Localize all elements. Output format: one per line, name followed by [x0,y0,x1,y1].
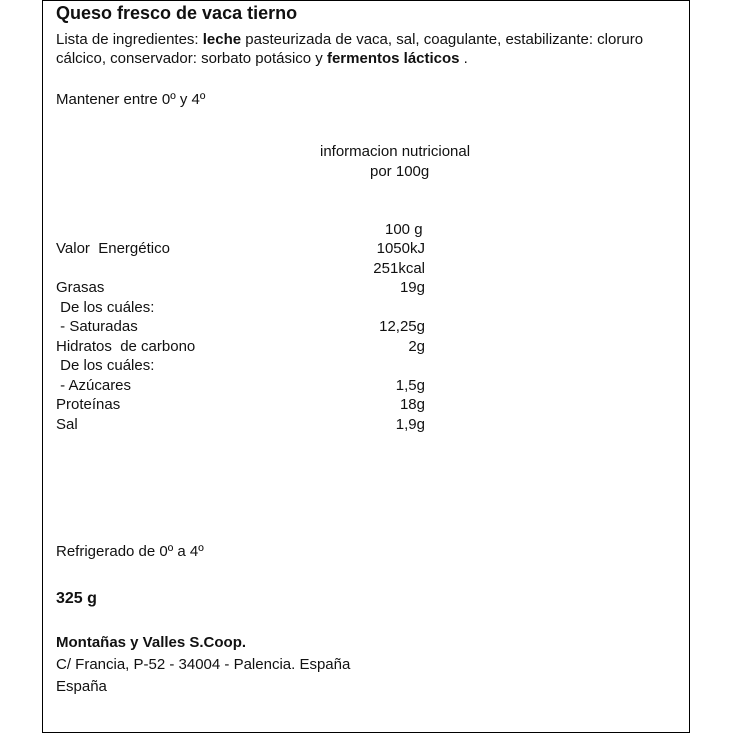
nutrition-row-value: 1050kJ [376,240,425,257]
company-country: España [56,678,107,695]
ingredients-middle: pasteurizada de vaca, sal, coagulante, estabilizante: cloruro cálcico, conservador: sorbato potásico y [56,31,644,67]
nutrition-row-label: Sal [56,415,78,433]
nutrition-row-label: Grasas [56,279,105,296]
nutrition-row-value: 2g [408,337,425,355]
nutrition-row-value: 251kcal [373,259,425,277]
storage-instruction-bottom: Refrigerado de 0º a 4º [56,543,204,560]
ingredient-leche: leche [202,31,242,48]
company-name: Montañas y Valles S.Coop. [56,634,247,651]
nutrition-header: informacion nutricional [320,143,471,160]
product-title: Queso fresco de vaca tierno [56,3,298,23]
ingredients-list [56,30,656,68]
ingredients-suffix: . [459,50,468,67]
nutrition-row-value: 18g [399,396,425,413]
nutrition-row-label: De los cuáles: [56,357,155,374]
nutrition-row-value: 1,9g [395,415,425,433]
storage-instruction-top: Mantener entre 0º y 4º [56,91,206,108]
ingredient-fermentos: fermentos lácticos [326,50,460,67]
nutrition-row-label: De los cuáles: [56,298,155,316]
nutrition-subheader: por 100g [370,163,430,180]
nutrition-row-label: - Azúcares [56,376,132,394]
nutrition-row-label: Proteínas [56,396,121,413]
nutrition-row-label: Hidratos de carbono [56,337,196,355]
ingredients-prefix: Lista de ingredientes: [56,31,203,48]
nutrition-row-value: 19g [399,279,425,296]
nutrition-column-header: 100 g [385,221,423,238]
nutrition-row-label: - Saturadas [56,318,138,335]
nutrition-row-value: 12,25g [379,318,425,335]
company-address: C/ Francia, P-52 - 34004 - Palencia. España [56,656,351,673]
nutrition-row-value: 1,5g [395,376,425,394]
nutrition-row-label: Valor Energético [56,240,170,257]
net-weight: 325 g [56,590,97,607]
